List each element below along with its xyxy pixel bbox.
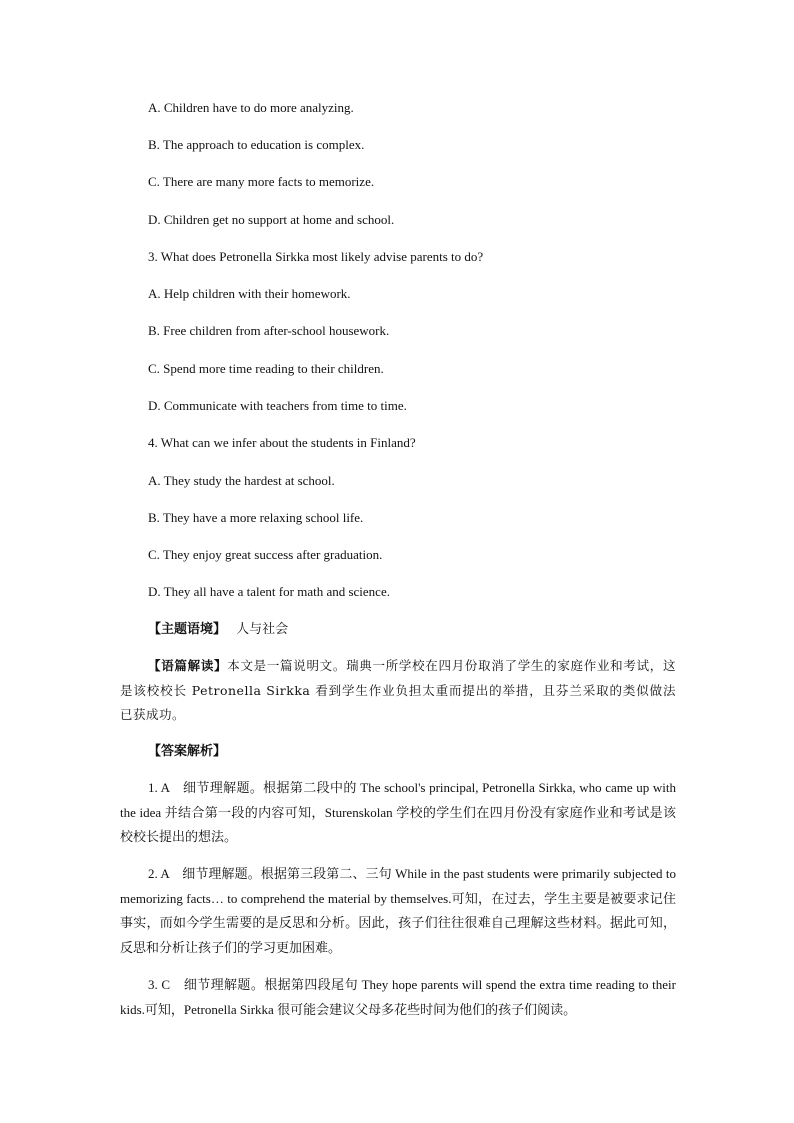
q4-option-c: C. They enjoy great success after graduation. <box>148 547 383 562</box>
interpretation-text: 本文是一篇说明文。瑞典一所学校在四月份取消了学生的家庭作业和考试，这是该校校长 Petronella Sirkka 看到学生作业负担太重而提出的举措，且芬兰采取的类似做法已获成功。 <box>120 658 676 722</box>
answer-1: 1. A 细节理解题。根据第二段中的 The school's principal, Petronella Sirkka, who came up with the idea 并结合第一段的内容可知，Sturenskolan 学校的学生们在四月份没有家庭作业和考试是该校校长提出的想法。 <box>120 780 676 844</box>
interpretation-paragraph <box>120 654 676 728</box>
theme-label: 【主题语境】 <box>148 622 227 637</box>
q4-option-a: A. They study the hardest at school. <box>148 473 335 488</box>
analysis-label: 【答案解析】 <box>148 744 227 759</box>
q2-option-b: B. The approach to education is complex. <box>148 137 365 152</box>
answer-3: 3. C 细节理解题。根据第四段尾句 They hope parents will spend the extra time reading to their kids.可知，Petronella Sirkka 很可能会建议父母多花些时间为他们的孩子们阅读。 <box>120 977 676 1017</box>
q4-question: 4. What can we infer about the students in Finland? <box>148 435 416 450</box>
q3-option-b: B. Free children from after-school housework. <box>148 323 390 338</box>
q3-option-a: A. Help children with their homework. <box>148 286 351 301</box>
theme-line <box>148 622 288 638</box>
answer-2: 2. A 细节理解题。根据第三段第二、三句 While in the past students were primarily subjected to memorizing facts… to comprehend the material by themselves.可知，在过去，学生主要是被要求记住事实，而如今学生需要的是反思和分析。因此，孩子们往往很难自己理解这些材料。据此可知，反思和分析让孩子们的学习更加困难。 <box>120 866 676 955</box>
q3-option-d: D. Communicate with teachers from time to time. <box>148 398 407 413</box>
q4-option-d: D. They all have a talent for math and science. <box>148 584 390 599</box>
q2-option-c: C. There are many more facts to memorize. <box>148 174 375 189</box>
q2-option-a: A. Children have to do more analyzing. <box>148 100 354 115</box>
interpretation-label: 【语篇解读】 <box>148 658 228 673</box>
q3-question: 3. What does Petronella Sirkka most likely advise parents to do? <box>148 249 484 264</box>
q3-option-c: C. Spend more time reading to their children. <box>148 361 384 376</box>
q4-option-b: B. They have a more relaxing school life. <box>148 510 364 525</box>
analysis-heading <box>148 744 226 760</box>
theme-value: 人与社会 <box>236 622 289 637</box>
q2-option-d: D. Children get no support at home and school. <box>148 212 395 227</box>
